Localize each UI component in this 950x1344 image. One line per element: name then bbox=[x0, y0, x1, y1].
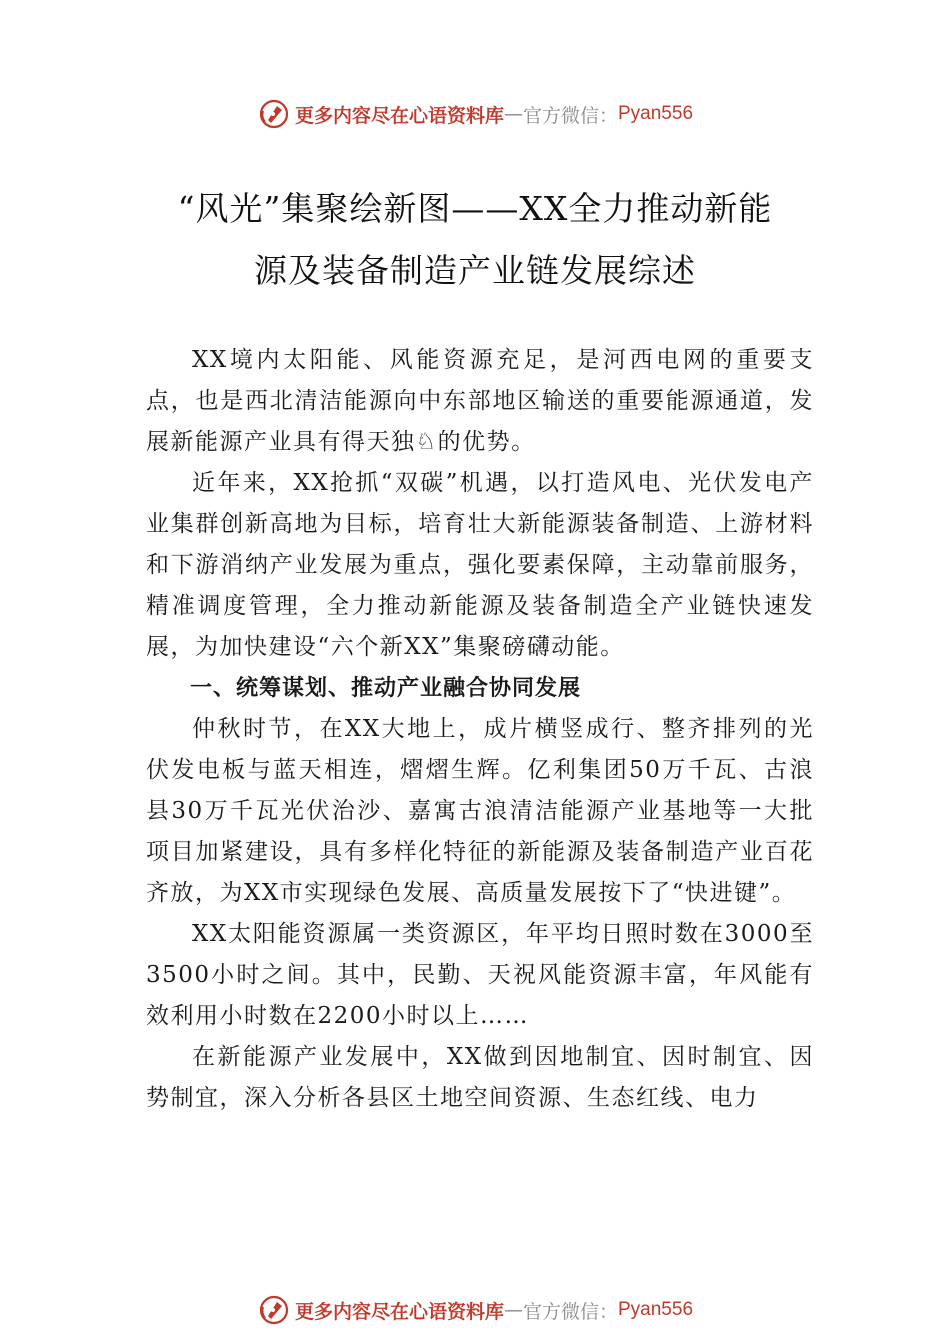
banner-brand-text: 更多内容尽在心语资料库 bbox=[294, 1300, 504, 1323]
banner-wechat-id: Pyan556 bbox=[618, 1299, 694, 1320]
banner-brand-text: 更多内容尽在心语资料库 bbox=[294, 104, 504, 127]
pen-nib-circle-logo-icon bbox=[257, 1293, 291, 1327]
body-paragraph-5: 在新能源产业发展中，XX做到因地制宜、因时制宜、因势制宜，深入分析各县区土地空间资源、生态红线、电力 bbox=[146, 1044, 814, 1111]
document-body bbox=[146, 340, 814, 1119]
banner-wechat-label: 官方微信： bbox=[522, 1300, 618, 1323]
document-title-line-1: “风光”集聚绘新图——XX全力推动新能 bbox=[177, 189, 773, 228]
banner-wechat-id: Pyan556 bbox=[618, 103, 694, 124]
pen-nib-circle-logo-icon bbox=[257, 97, 291, 131]
banner-wechat-label: 官方微信： bbox=[522, 104, 618, 127]
body-paragraph-1: XX境内太阳能、风能资源充足，是河西电网的重要支点，也是西北清洁能源向中东部地区输送的重要能源通道，发展新能源产业具有得天独♘的优势。 bbox=[146, 347, 814, 455]
document-title-line-2: 源及装备制造产业链发展综述 bbox=[254, 251, 696, 290]
banner-separator: — bbox=[503, 1299, 523, 1321]
body-paragraph-4: XX太阳能资源属一类资源区，年平均日照时数在3000至3500小时之间。其中，民勤、天祝风能资源丰富，年风能有效利用小时数在2200小时以上…… bbox=[146, 921, 814, 1029]
header-watermark-banner bbox=[0, 94, 950, 134]
banner-separator: — bbox=[503, 103, 523, 125]
document-title bbox=[120, 178, 830, 302]
body-paragraph-3: 仲秋时节，在XX大地上，成片横竖成行、整齐排列的光伏发电板与蓝天相连，熠熠生辉。亿利集团50万千瓦、古浪县30万千瓦光伏治沙、嘉寓古浪清洁能源产业基地等一大批项目加紧建设，具有多样化特征的新能源及装备制造产业百花齐放，为XX市实现绿色发展、高质量发展按下了“快进键”。 bbox=[146, 716, 814, 906]
footer-watermark-banner bbox=[0, 1290, 950, 1330]
section-heading-1: 一、统筹谋划、推动产业融合协同发展 bbox=[190, 676, 582, 701]
body-paragraph-2: 近年来，XX抢抓“双碳”机遇，以打造风电、光伏发电产业集群创新高地为目标，培育壮大新能源装备制造、上游材料和下游消纳产业发展为重点，强化要素保障，主动靠前服务，精准调度管理，全力推动新能源及装备制造全产业链快速发展，为加快建设“六个新XX”集聚磅礴动能。 bbox=[146, 470, 814, 660]
